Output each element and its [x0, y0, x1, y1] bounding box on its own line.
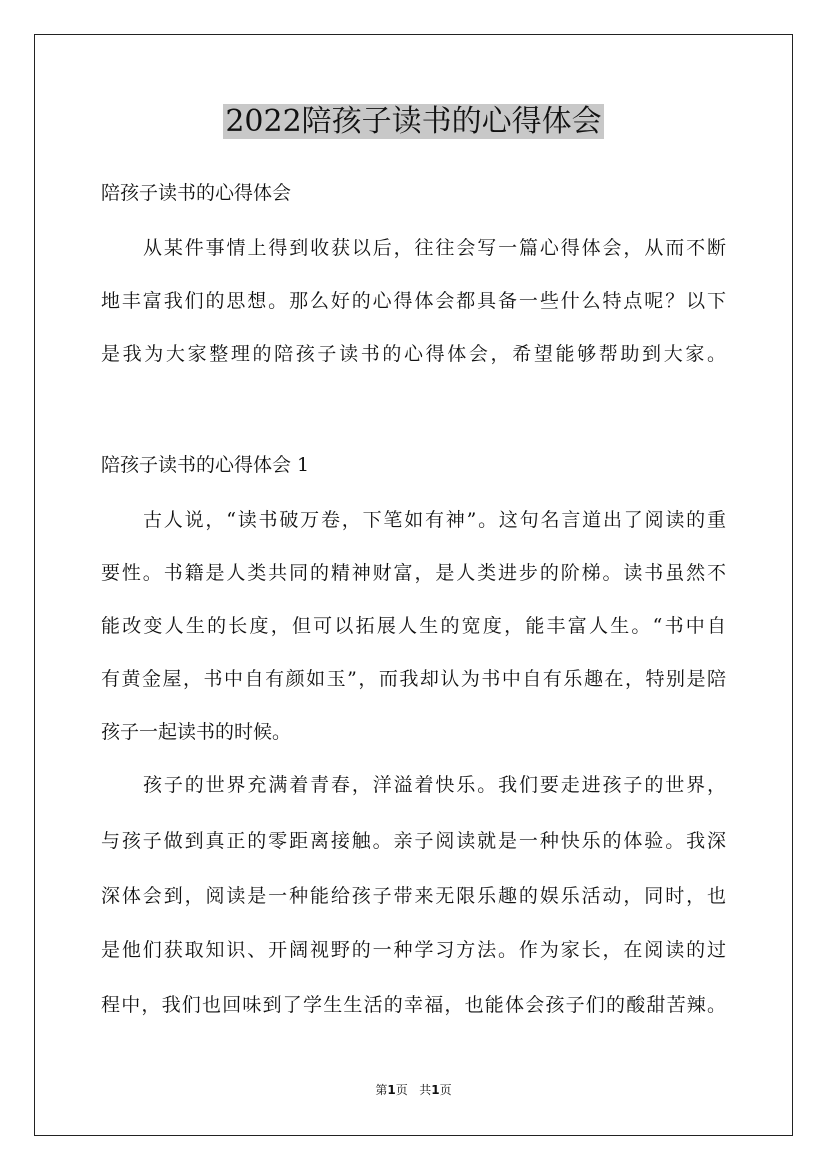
section-heading: 陪孩子读书的心得体会 1: [101, 454, 310, 476]
paragraph-line: 孩子一起读书的时候。: [101, 721, 292, 743]
document-title: [0, 100, 827, 144]
footer-total-number: 1: [431, 1083, 440, 1097]
paragraph-line: 有黄金屋，书中自有颜如玉”，而我却认为书中自有乐趣在，特别是陪: [101, 668, 726, 690]
paragraph-line: 是我为大家整理的陪孩子读书的心得体会，希望能够帮助到大家。: [101, 343, 726, 365]
paragraph-line: 要性。书籍是人类共同的精神财富，是人类进步的阶梯。读书虽然不: [101, 562, 726, 584]
page-footer: [0, 1082, 827, 1098]
paragraph-line: 地丰富我们的思想。那么好的心得体会都具备一些什么特点呢？以下: [101, 290, 726, 312]
document-title-text: 2022陪孩子读书的心得体会: [225, 104, 602, 139]
paragraph-line: 古人说，“读书破万卷，下笔如有神”。这句名言道出了阅读的重: [143, 509, 726, 531]
paragraph-line: 深体会到，阅读是一种能给孩子带来无限乐趣的娱乐活动，同时，也: [101, 885, 726, 907]
footer-page-number: 1: [387, 1083, 396, 1097]
paragraph-line: 孩子的世界充满着青春，洋溢着快乐。我们要走进孩子的世界，: [143, 774, 726, 796]
paragraph-line: 从某件事情上得到收获以后，往往会写一篇心得体会，从而不断: [143, 237, 726, 259]
footer-page-prefix: 第: [375, 1083, 388, 1097]
paragraph-line: 是他们获取知识、开阔视野的一种学习方法。作为家长，在阅读的过: [101, 939, 726, 961]
footer-page-suffix: 页: [395, 1083, 408, 1097]
paragraph-line: 与孩子做到真正的零距离接触。亲子阅读就是一种快乐的体验。我深: [101, 830, 726, 852]
section-heading: 陪孩子读书的心得体会: [101, 182, 292, 204]
paragraph-line: 能改变人生的长度，但可以拓展人生的宽度，能丰富人生。“书中自: [101, 615, 726, 637]
footer-total-prefix: 共: [419, 1083, 432, 1097]
footer-total-suffix: 页: [439, 1083, 452, 1097]
paragraph-line: 程中，我们也回味到了学生生活的幸福，也能体会孩子们的酸甜苦辣。: [101, 994, 726, 1016]
